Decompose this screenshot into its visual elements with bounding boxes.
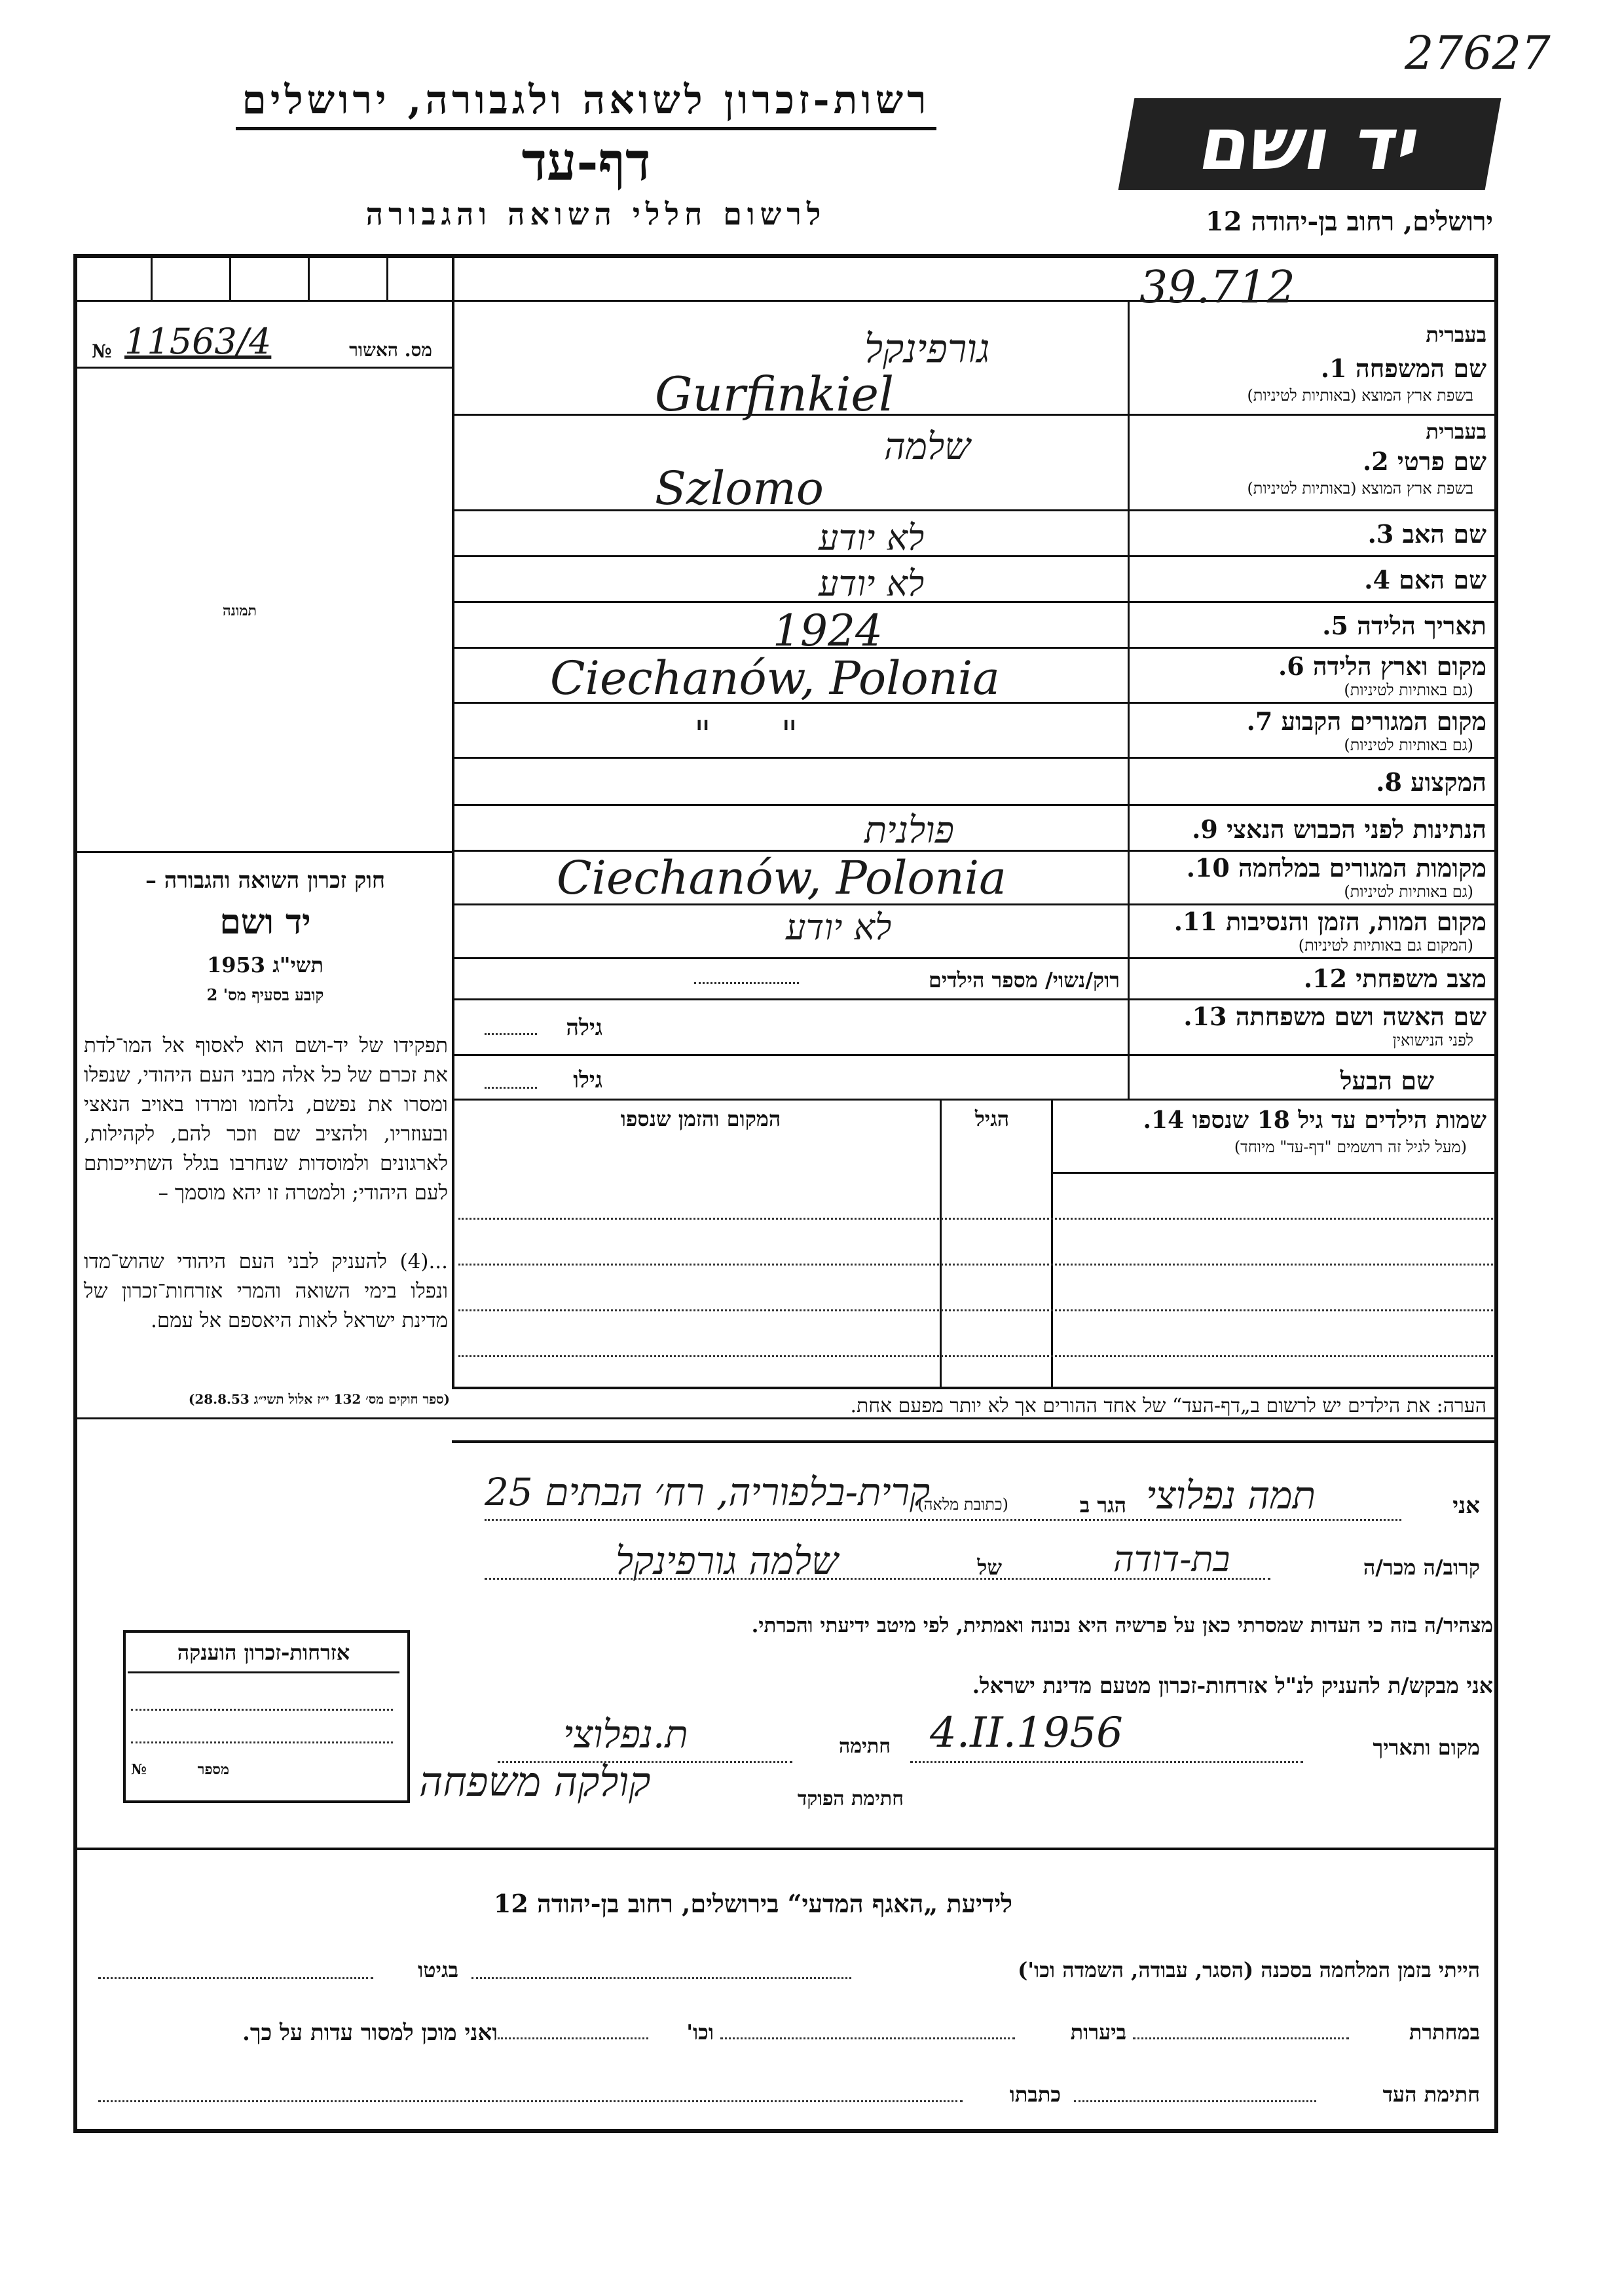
field-1-value-latin: Gurfinkiel: [655, 367, 894, 422]
field-2-value-latin: Szlomo: [655, 462, 824, 515]
field-13-label-text: שם האשה ושם משפחתה: [1235, 1002, 1486, 1031]
field-5-value: 1924: [773, 606, 883, 656]
citizenship-no-sign: №: [131, 1761, 147, 1778]
field-12-label: [1133, 964, 1486, 994]
field-3-value: לא יודע: [819, 517, 925, 558]
field-12-extra: רוק/נשוי/ מספר הילדים: [928, 968, 1120, 993]
field-6-label: [1133, 651, 1486, 682]
field-12-num: 12.: [1303, 964, 1348, 993]
field-7-label: [1133, 706, 1486, 737]
field-12-label-text: מצב משפחתי: [1356, 964, 1486, 993]
decl-statement-2: אני מבקש/ת להעניק לנ"ל אזרחות-זכרון מטעם מדינת ישראל.: [972, 1673, 1493, 1698]
decl-ani-label: אני: [1452, 1493, 1480, 1519]
field-6-label-text: מקום וארץ הלידה: [1312, 651, 1486, 681]
law-clause: קובע בסעיף מס' 2: [206, 985, 324, 1004]
law-reference: (ספר חוקים מס׳ 132 י״ז אלול תשי״ג 28.8.53): [188, 1391, 450, 1407]
place-date-label: מקום ותאריך: [1373, 1735, 1480, 1760]
footer-etc: וכו': [686, 2020, 714, 2045]
field-14-num: 14.: [1143, 1106, 1185, 1134]
field-1-value-hebrew: גורפינקל: [864, 326, 990, 372]
footer-witness-signature: חתימת העד: [1382, 2082, 1480, 2107]
authority-heading: רשות-זכרון לשואה ולגבורה, ירושלים: [236, 77, 936, 130]
decl-relative-label: קרוב/ה מכר/ה: [1363, 1555, 1480, 1580]
field-7-label-text: מקום המגורים הקבוע: [1281, 706, 1486, 736]
field-7-num: 7.: [1246, 706, 1273, 736]
footer-underground: במחתרת: [1409, 2020, 1480, 2045]
wife-age-label: גילה: [566, 1015, 602, 1041]
field-5-num: 5.: [1322, 611, 1348, 640]
field-2-sub: בשפת ארץ המוצא (באותיות לטיניות): [1247, 479, 1473, 498]
approval-no-sign: №: [92, 340, 112, 362]
field-2-label-text: שם פרטי: [1397, 446, 1486, 476]
field-10-label: [1133, 853, 1486, 883]
signature-label: חתימה: [839, 1735, 891, 1758]
field-11-label: [1133, 907, 1486, 937]
field-6-sub: (גם באותיות לטיניות): [1344, 681, 1473, 699]
field-11-label-text: מקום המות, הזמן והנסיבות: [1226, 907, 1486, 936]
citizenship-number-label: מספר: [197, 1761, 229, 1778]
corner-number: 27627: [1405, 26, 1551, 80]
field-8-label-text: המקצוע: [1411, 767, 1486, 797]
record-number: 39.712: [1139, 262, 1295, 314]
address: ירושלים, רחוב בן-יהודה 12: [1205, 206, 1493, 237]
field-9-label-text: הנתינות לפני הכבוש הנאצי: [1227, 814, 1486, 844]
field-10-sub: (גם באותיות לטיניות): [1344, 883, 1473, 901]
field-13-num: 13.: [1183, 1002, 1227, 1031]
field-14-label-text: שמות הילדים עד גיל 18 שנספו: [1192, 1106, 1486, 1134]
signature-value: ת.נפלוצי: [563, 1712, 688, 1757]
footer-forests: ביערות: [1070, 2020, 1126, 2045]
field-6-value: Ciechanów, Polonia: [550, 651, 1000, 705]
field-11-num: 11.: [1173, 907, 1217, 936]
law-paragraph-1: תפקידו של יד-ושם הוא לאסוף אל המו־לדת את זכרם של כל אלה מבני העם היהודי, שנפלו ומסרו את נפשם, נלחמו ומרדו באויב הנאצי ובעוזריו, ולהציב שם וזכר להם, לקהילות, לארגונים ולמוסדות שנחרבו בגלל השתייכותם לעם היהודי; ולמטרה זו יהא מוסמך –: [84, 1034, 448, 1205]
field-9-label: [1133, 814, 1486, 845]
law-year: תשי"ג 1953: [207, 953, 323, 977]
children-age-header: הגיל: [974, 1106, 1010, 1131]
field-4-label: [1133, 565, 1486, 595]
field-3-num: 3.: [1367, 519, 1394, 549]
field-4-value: לא יודע: [819, 563, 925, 604]
field-11-value: לא יודע: [786, 907, 892, 948]
form-subtitle: לרשום חללי השואה והגבורה: [365, 196, 826, 232]
field-1-label-text: שם המשפחה: [1355, 354, 1486, 383]
footer-testimony: ואני מוכן למסור עדות על כך.: [242, 2020, 498, 2046]
approval-label: מס. האשור: [349, 339, 432, 361]
decl-statement-1: מצהיר/ה בזה כי העדות שמסרתי כאן על פרשיה היא נכונה ואמתית, לפי מיטב ידיעתי והכרתי.: [751, 1614, 1493, 1637]
field-2-value-hebrew: שלמה: [884, 426, 970, 468]
decl-ani-value: תמה נפלוצי: [1146, 1473, 1316, 1518]
field-8-num: 8.: [1376, 767, 1402, 797]
field-5-label: [1133, 611, 1486, 641]
field-10-value: Ciechanów, Polonia: [557, 851, 1006, 905]
decl-relative-value: בת-דודה: [1113, 1539, 1230, 1580]
photo-placeholder-label: תמונה: [223, 602, 257, 619]
children-place-header: המקום והזמן שנספו: [620, 1106, 781, 1131]
husband-label: שם הבעל: [1340, 1066, 1434, 1095]
husband-age-label: גילו: [573, 1067, 602, 1093]
field-10-num: 10.: [1186, 853, 1230, 883]
form-title: דף-עד: [521, 131, 651, 192]
field-2-label: [1133, 446, 1486, 477]
field-2-lang: בעברית: [1426, 419, 1486, 444]
logo-text: יד ושם: [1193, 102, 1426, 186]
field-1-lang: בעברית: [1426, 322, 1486, 347]
field-1-sub: בשפת ארץ המוצא (באותיות לטיניות): [1247, 386, 1473, 405]
officer-signature: קולקה משפחה: [419, 1758, 651, 1806]
footer-ghetto: בגיטו: [418, 1958, 458, 1982]
field-13-label: [1133, 1002, 1486, 1032]
field-7-sub: (גם באותיות לטיניות): [1344, 736, 1473, 754]
field-3-label-text: שם האב: [1402, 519, 1486, 549]
decl-address-label: (כתובת מלאה): [917, 1495, 1008, 1514]
field-14-label: [1054, 1106, 1486, 1134]
field-1-num: 1.: [1320, 354, 1347, 383]
footer-line1-text: הייתי בזמן המלחמה בסכנה (הסגר, עבודה, השמדה וכו'): [1018, 1958, 1480, 1982]
date-value: 4.II.1956: [930, 1709, 1123, 1757]
field-10-label-text: מקומות המגורים במלחמה: [1238, 853, 1486, 883]
field-11-sub: (המקום גם באותיות לטיניות): [1298, 936, 1473, 955]
field-8-label: [1133, 767, 1486, 797]
field-3-label: [1133, 519, 1486, 549]
decl-address-value: קרית-בלפוריה, רח׳ הבתים 25: [485, 1470, 931, 1514]
law-title: חוק זכרון השואה והגבורה –: [145, 867, 386, 894]
field-13-sub: לפני הנישואין: [1392, 1031, 1473, 1049]
field-5-label-text: תאריך הלידה: [1357, 611, 1486, 640]
field-7-value: " ": [694, 714, 798, 756]
field-2-num: 2.: [1362, 446, 1389, 476]
law-yad-vashem: יד ושם: [219, 902, 311, 942]
officer-label: חתימת הפוקד: [797, 1787, 904, 1810]
field-6-num: 6.: [1278, 651, 1304, 681]
field-9-num: 9.: [1192, 814, 1218, 844]
field-4-label-text: שם האם: [1399, 565, 1486, 594]
field-1-label: [1133, 354, 1486, 384]
footer-address-label: כתבתו: [1009, 2082, 1061, 2107]
field-9-value: פולנית: [864, 809, 954, 852]
note-text: הערה: את הילדים יש לרשום ב„דף-העד“ של אחד ההורים אך לא יותר מפעם אחת.: [850, 1394, 1486, 1417]
law-paragraph-2: ...(4) להעניק לבני העם היהודי שהוש־מדו ונפלו בימי השואה והמרי אזרחות־זכרון של מדינת ישראל לאות היאספם אל עמם.: [84, 1250, 448, 1332]
field-4-num: 4.: [1364, 565, 1390, 594]
approval-number: 11563/4: [124, 321, 272, 362]
decl-shel-value: שלמה גורפינקל: [616, 1539, 839, 1583]
field-14-sub: (מעל לגיל זה רושמים "דף-עד" מיוחד): [1234, 1138, 1467, 1156]
citizenship-title: אזרחות-זכרון הוענקה: [128, 1640, 399, 1673]
decl-shel-label: של: [977, 1555, 1002, 1580]
yad-vashem-logo: [1118, 98, 1502, 190]
decl-gar-label: הגר ב: [1079, 1493, 1126, 1518]
footer-title: לידיעת „האגף המדעי“ בירושלים, רחוב בן-יהודה 12: [493, 1889, 1013, 1918]
